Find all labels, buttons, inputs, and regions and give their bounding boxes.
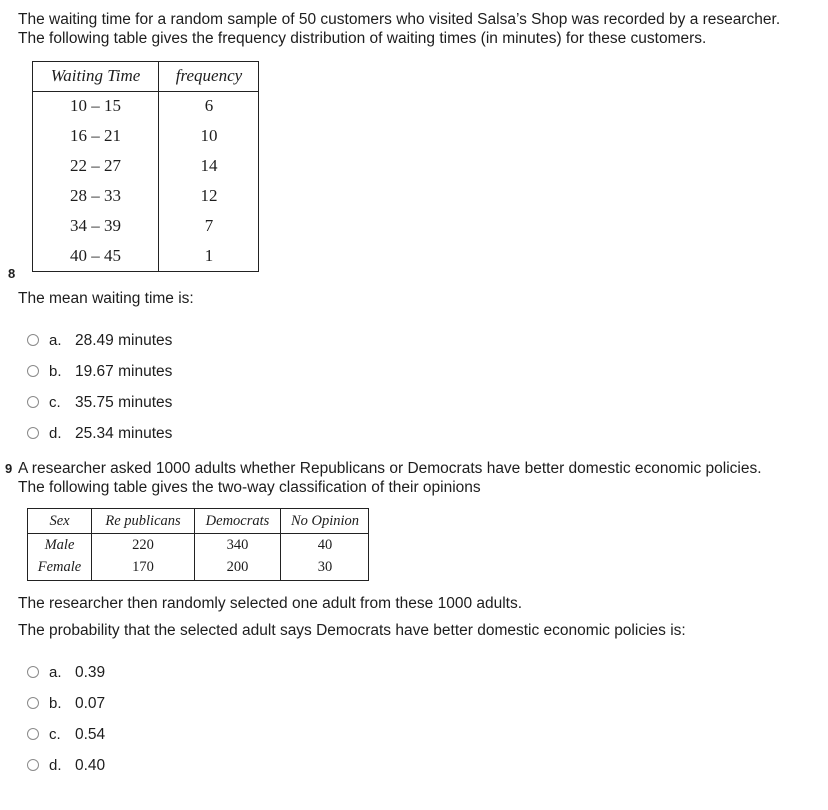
q9-question: The probability that the selected adult says Democrats have better domestic economic policies is:: [18, 622, 686, 639]
table-cell: 22 – 27: [70, 156, 121, 175]
table-cell: 1: [204, 246, 214, 265]
q9-option-c[interactable]: [27, 726, 137, 746]
option-label: 0.39: [75, 664, 106, 681]
option-letter: c.: [49, 394, 61, 411]
radio-button[interactable]: [27, 697, 39, 709]
radio-button[interactable]: [27, 334, 39, 346]
q9-option-a[interactable]: [27, 664, 137, 684]
table-cell: 6: [204, 96, 214, 115]
table-cell: 340: [226, 537, 249, 553]
q9-intro-line1: A researcher asked 1000 adults whether Republicans or Democrats have better domestic economic policies.: [18, 460, 762, 477]
table-header-democrats: Democrats: [205, 513, 270, 529]
q8-intro-line2: The following table gives the frequency distribution of waiting times (in minutes) for these customers.: [18, 30, 707, 47]
table-cell: 220: [132, 537, 154, 553]
radio-button[interactable]: [27, 728, 39, 740]
q9-intro-line2: The following table gives the two-way classification of their opinions: [18, 479, 481, 496]
table-cell: 170: [132, 559, 154, 575]
table-header-republicans: Re publicans: [105, 513, 181, 529]
option-label: 0.40: [75, 757, 106, 774]
table-cell: Female: [37, 559, 82, 575]
option-letter: d.: [49, 425, 62, 442]
radio-button[interactable]: [27, 365, 39, 377]
table-header-no-opinion: No Opinion: [290, 513, 360, 529]
table-cell: 7: [204, 216, 214, 235]
q9-option-b[interactable]: [27, 695, 137, 715]
option-label: 28.49 minutes: [75, 332, 173, 349]
option-label: 0.54: [75, 726, 106, 743]
radio-button[interactable]: [27, 666, 39, 678]
table-cell: 40 – 45: [70, 246, 121, 265]
table-header-sex: Sex: [49, 513, 70, 529]
option-letter: c.: [49, 726, 61, 743]
radio-button[interactable]: [27, 396, 39, 408]
q8-option-b[interactable]: [27, 363, 197, 383]
table-cell: 16 – 21: [70, 126, 121, 145]
table-cell: 40: [317, 537, 333, 553]
q8-option-d[interactable]: [27, 425, 197, 445]
table-cell: 30: [317, 559, 333, 575]
table-cell: Male: [44, 537, 75, 553]
option-letter: a.: [49, 664, 62, 681]
option-letter: b.: [49, 363, 62, 380]
table-cell: 10 – 15: [70, 96, 121, 115]
q8-option-a[interactable]: [27, 332, 197, 352]
table-header-waiting-time: Waiting Time: [50, 66, 141, 85]
table-cell: 10: [200, 126, 218, 145]
opinion-table: [27, 508, 369, 581]
question-number-9: 9: [5, 461, 13, 476]
q8-question: The mean waiting time is:: [18, 290, 194, 307]
option-label: 35.75 minutes: [75, 394, 173, 411]
table-cell: 28 – 33: [70, 186, 121, 205]
option-label: 19.67 minutes: [75, 363, 173, 380]
option-label: 25.34 minutes: [75, 425, 173, 442]
option-label: 0.07: [75, 695, 106, 712]
q9-option-d[interactable]: [27, 757, 137, 777]
option-letter: a.: [49, 332, 62, 349]
waiting-time-table: [32, 61, 259, 272]
table-cell: 34 – 39: [70, 216, 121, 235]
table-cell: 12: [200, 186, 218, 205]
table-header-frequency: frequency: [175, 66, 243, 85]
option-letter: b.: [49, 695, 62, 712]
table-cell: 200: [226, 559, 249, 575]
q8-intro-line1: The waiting time for a random sample of 50 customers who visited Salsa’s Shop was recorded by a researcher.: [18, 11, 781, 28]
radio-button[interactable]: [27, 759, 39, 771]
q8-option-c[interactable]: [27, 394, 197, 414]
q9-text: The researcher then randomly selected one adult from these 1000 adults.: [18, 595, 523, 612]
radio-button[interactable]: [27, 427, 39, 439]
table-cell: 14: [200, 156, 218, 175]
option-letter: d.: [49, 757, 62, 774]
question-number-8: 8: [8, 266, 16, 281]
